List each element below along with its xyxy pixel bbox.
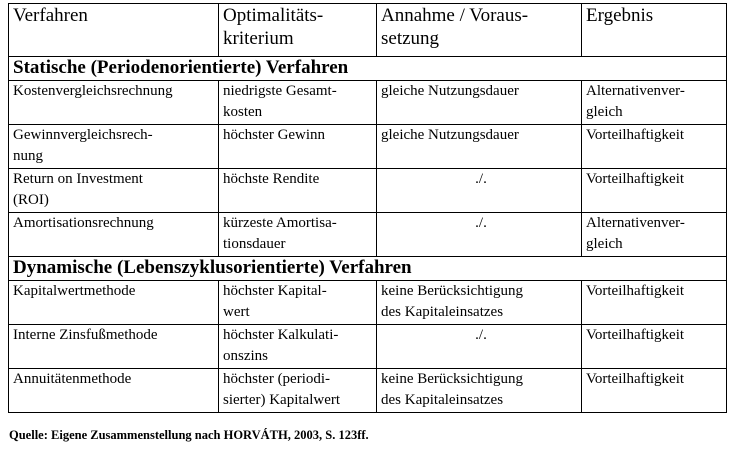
table-row [9,213,727,257]
table-cell: Amortisationsrechnung [9,213,219,257]
table-cell: ./. [377,325,582,369]
table-cell: niedrigste Gesamt- kosten [219,81,377,125]
table-row [9,325,727,369]
header-cell-verfahren: Verfahren [9,4,219,57]
table-cell: Kostenvergleichsrechnung [9,81,219,125]
header-row [9,4,727,57]
table-cell: gleiche Nutzungsdauer [377,81,582,125]
source-caption: Quelle: Eigene Zusammenstellung nach HORVÁTH, 2003, S. 123ff. [9,428,369,442]
table-cell: höchster (periodi- sierter) Kapitalwert [219,369,377,413]
table-cell: gleiche Nutzungsdauer [377,125,582,169]
section-row-static [9,57,727,81]
header-cell-ergebnis: Ergebnis [582,4,727,57]
section-title: Dynamische (Lebenszyklusorientierte) Verfahren [9,257,727,281]
table-row [9,369,727,413]
table-cell: Return on Investment (ROI) [9,169,219,213]
table-row [9,125,727,169]
table-cell: Vorteilhaftigkeit [582,369,727,413]
table-row [9,169,727,213]
table-cell: Gewinnvergleichsrech- nung [9,125,219,169]
table-cell: höchster Kapital- wert [219,281,377,325]
table-cell: höchster Gewinn [219,125,377,169]
table-row [9,281,727,325]
table-cell: kürzeste Amortisa- tionsdauer [219,213,377,257]
table-row [9,81,727,125]
table-cell: keine Berücksichtigung des Kapitaleinsatzes [377,281,582,325]
table-cell: keine Berücksichtigung des Kapitaleinsatzes [377,369,582,413]
table-cell: Vorteilhaftigkeit [582,325,727,369]
table-cell: Interne Zinsfußmethode [9,325,219,369]
table-cell: höchste Rendite [219,169,377,213]
table-cell: Alternativenver- gleich [582,81,727,125]
header-cell-annahme: Annahme / Voraus- setzung [377,4,582,57]
table-cell: Vorteilhaftigkeit [582,169,727,213]
table-cell: höchster Kalkulati- onszins [219,325,377,369]
header-cell-kriterium: Optimalitäts- kriterium [219,4,377,57]
table-cell: ./. [377,169,582,213]
table-cell: Vorteilhaftigkeit [582,125,727,169]
comparison-table [8,3,727,413]
document [8,3,726,413]
section-title: Statische (Periodenorientierte) Verfahren [9,57,727,81]
section-row-dynamic [9,257,727,281]
table-cell: Kapitalwertmethode [9,281,219,325]
table-cell: Alternativenver- gleich [582,213,727,257]
table-cell: Annuitätenmethode [9,369,219,413]
table-cell: Vorteilhaftigkeit [582,281,727,325]
table-cell: ./. [377,213,582,257]
